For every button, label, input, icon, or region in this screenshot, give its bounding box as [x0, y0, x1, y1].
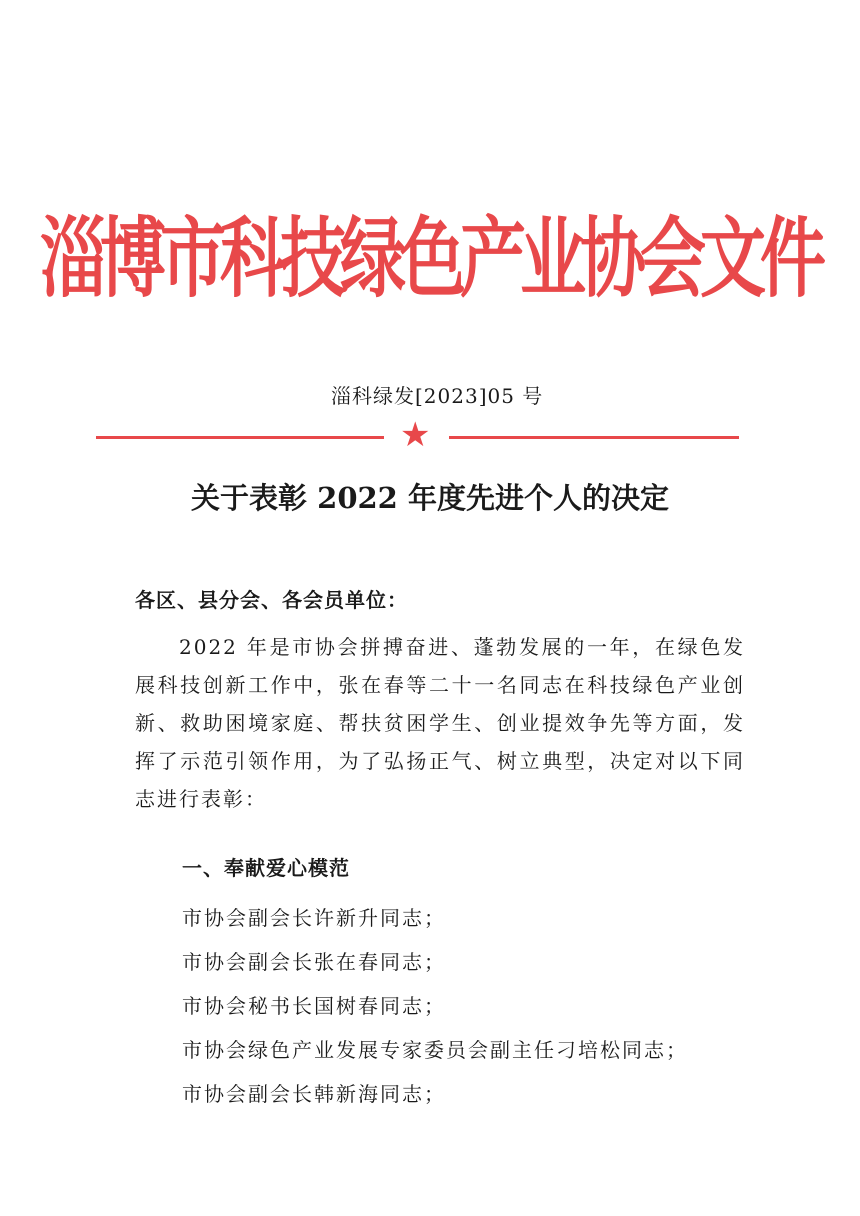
list-item: 市协会副会长许新升同志； — [182, 906, 446, 930]
divider-line-left — [96, 436, 384, 439]
intro-paragraph: 2022 年是市协会拼搏奋进、蓬勃发展的一年，在绿色发展科技创新工作中，张在春等二十一名同志在科技绿色产业创新、救助困境家庭、帮扶贫困学生、创业提效争先等方面，发挥了示范引领作用，为了弘扬正气、树立典型，决定对以下同志进行表彰： — [135, 635, 745, 811]
divider-line-right — [449, 436, 739, 439]
section-heading: 一、奉献爱心模范 — [182, 856, 350, 880]
letterhead-title: 淄博市科技绿色产业协会文件 — [40, 207, 820, 310]
document-title: 关于表彰 2022 年度先进个人的决定 — [191, 481, 669, 515]
list-item: 市协会秘书长国树春同志； — [182, 994, 446, 1018]
document-number: 淄科绿发[2023]05 号 — [331, 384, 544, 408]
honoree-list — [182, 896, 688, 1116]
salutation: 各区、县分会、各会员单位： — [135, 588, 408, 612]
list-item: 市协会副会长韩新海同志； — [182, 1082, 446, 1106]
red-star-icon: ★ — [400, 415, 431, 455]
list-item: 市协会绿色产业发展专家委员会副主任刁培松同志； — [182, 1038, 688, 1062]
list-item: 市协会副会长张在春同志； — [182, 950, 446, 974]
